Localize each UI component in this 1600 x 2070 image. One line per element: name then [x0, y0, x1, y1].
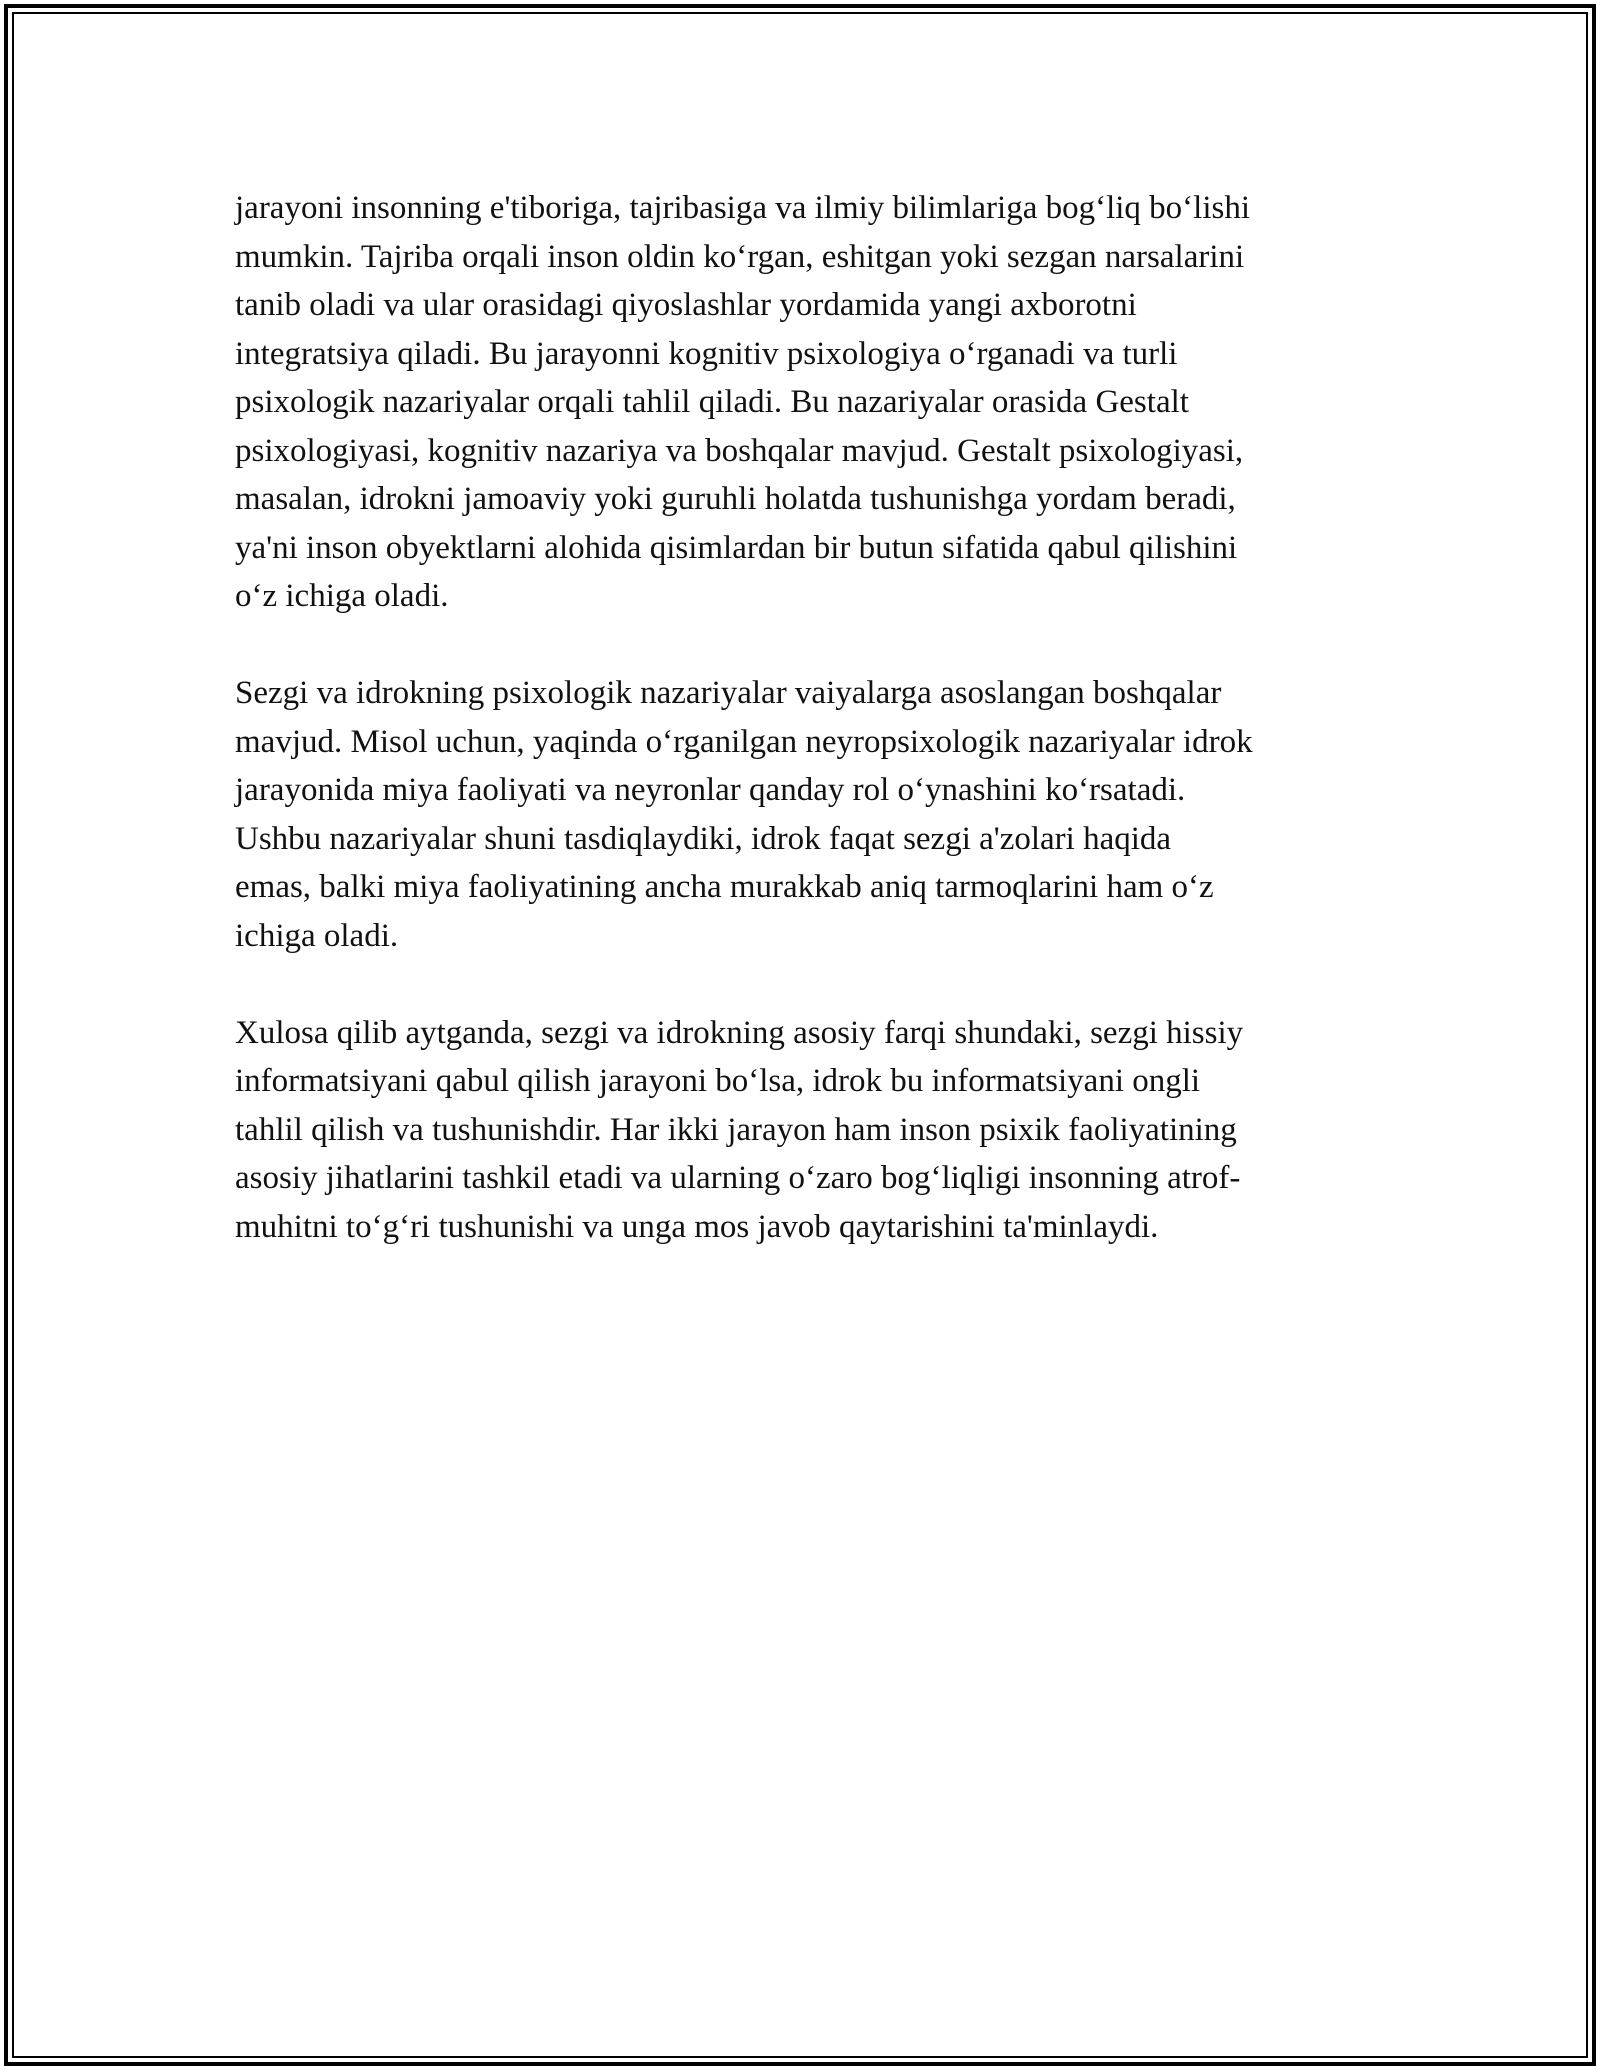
- text-line: o‘z ichiga oladi.: [235, 578, 449, 614]
- paragraph-1: [235, 184, 1385, 621]
- text-line: Xulosa qilib aytganda, sezgi va idrokning asosiy farqi shundaki, sezgi hissiy: [235, 1014, 1244, 1051]
- text-line: Ushbu nazariyalar shuni tasdiqlaydiki, idrok faqat sezgi a'zolari haqida: [235, 820, 1172, 857]
- text-line: ichiga oladi.: [235, 917, 399, 954]
- text-line: jarayoni insonning e'tiboriga, tajribasiga va ilmiy bilimlariga bog‘liq bo‘lishi: [235, 190, 1251, 226]
- text-line: asosiy jihatlarini tashkil etadi va ularning o‘zaro bog‘liqligi insonning atrof-: [235, 1160, 1241, 1196]
- text-line: mavjud. Misol uchun, yaqinda o‘rganilgan neyropsixologik nazariyalar idrok: [235, 723, 1253, 760]
- text-line: integratsiya qiladi. Bu jarayonni kognitiv psixologiya o‘rganadi va turli: [235, 335, 1178, 372]
- text-line: masalan, idrokni jamoaviy yoki guruhli holatda tushunishga yordam beradi,: [235, 481, 1236, 517]
- text-line: psixologik nazariyalar orqali tahlil qiladi. Bu nazariyalar orasida Gestalt: [235, 384, 1189, 420]
- text-line: Sezgi va idrokning psixologik nazariyalar vaiyalarga asoslangan boshqalar: [235, 675, 1222, 711]
- text-line: muhitni to‘g‘ri tushunishi va unga mos javob qaytarishini ta'minlaydi.: [235, 1208, 1159, 1245]
- text-line: ya'ni inson obyektlarni alohida qisimlardan bir butun sifatida qabul qilishini: [235, 529, 1238, 566]
- paragraph-2: [235, 669, 1385, 960]
- text-line: emas, balki miya faoliyatining ancha murakkab aniq tarmoqlarini ham o‘z: [235, 869, 1214, 905]
- paragraph-3: [235, 1009, 1385, 1252]
- text-line: tanib oladi va ular orasidagi qiyoslashlar yordamida yangi axborotni: [235, 287, 1137, 323]
- text-line: mumkin. Tajriba orqali inson oldin ko‘rgan, eshitgan yoki sezgan narsalarini: [235, 238, 1245, 275]
- document-body: [235, 184, 1385, 1300]
- text-line: informatsiyani qabul qilish jarayoni bo‘lsa, idrok bu informatsiyani ongli: [235, 1063, 1201, 1099]
- text-line: jarayonida miya faoliyati va neyronlar qanday rol o‘ynashini ko‘rsatadi.: [235, 772, 1186, 808]
- text-line: tahlil qilish va tushunishdir. Har ikki jarayon ham inson psixik faoliyatining: [235, 1111, 1237, 1148]
- text-line: psixologiyasi, kognitiv nazariya va boshqalar mavjud. Gestalt psixologiyasi,: [235, 432, 1244, 469]
